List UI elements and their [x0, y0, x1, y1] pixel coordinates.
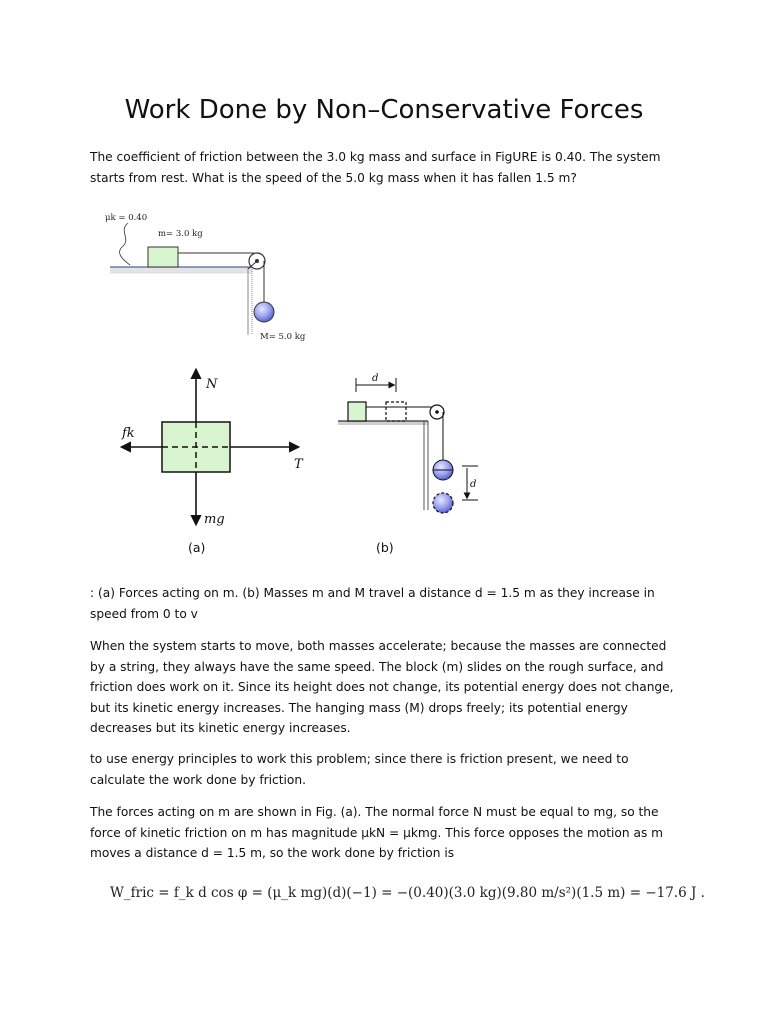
hanging-mass — [254, 302, 274, 322]
pulley-system-figure — [100, 205, 320, 355]
paragraph-explanation: When the system starts to move, both masses accelerate; because the masses are connected by a string, they always have the same speed. The block (m) slides on the rough surface, and friction does work on it. Since its height does not change, its potential energy does not change, but its kinetic energy increases. The hanging mass (M) drops freely; its potential energy decreases but its kinetic energy increases. — [90, 639, 674, 735]
figure-caption: : (a) Forces acting on m. (b) Masses m and M travel a distance d = 1.5 m as they increase in speed from 0 to v — [90, 586, 655, 621]
displacement-diagram — [338, 373, 478, 555]
mu-label: μk = 0.40 — [105, 213, 148, 223]
friction-force-label: fk — [122, 426, 135, 441]
panel-b-label: (b) — [376, 540, 394, 555]
panel-a-label: (a) — [188, 540, 206, 555]
free-body-diagram — [121, 370, 304, 555]
small-mass-label: m= 3.0 kg — [158, 229, 203, 239]
force-diagram-figure — [100, 360, 520, 560]
block-final-position — [386, 402, 406, 421]
large-mass-label: M= 5.0 kg — [260, 332, 306, 342]
problem-text: The coefficient of friction between the 3.0 kg mass and surface in FigURE is 0.40. The system starts from rest. What is the speed of the 5.0 kg mass when it has fallen 1.5 m? — [90, 150, 661, 185]
paragraph-forces: The forces acting on m are shown in Fig. (a). The normal force N must be equal to mg, so the force of kinetic friction on m has magnitude µkN = µkmg. This force opposes the motion as m moves a distance d = 1.5 m, so the work done by friction is — [90, 805, 664, 860]
work-friction-equation: W_fric = f_k d cos φ = (μ_k mg)(d)(−1) = −(0.40)(3.0 kg)(9.80 m/s²)(1.5 m) = −17.6 J . — [110, 885, 705, 901]
page-title: Work Done by Non–Conservative Forces — [124, 95, 644, 125]
distance-label: d — [372, 373, 379, 384]
tension-label: T — [294, 457, 303, 472]
weight-label: mg — [204, 512, 225, 527]
hanging-mass-final — [433, 493, 453, 513]
small-mass-block — [148, 247, 178, 267]
drop-label: d — [470, 479, 477, 490]
block-initial-position — [348, 402, 366, 421]
paragraph-energy-principles: to use energy principles to work this problem; since there is friction present, we need to calculate the work done by friction. — [90, 752, 629, 787]
normal-force-label: N — [206, 377, 218, 392]
